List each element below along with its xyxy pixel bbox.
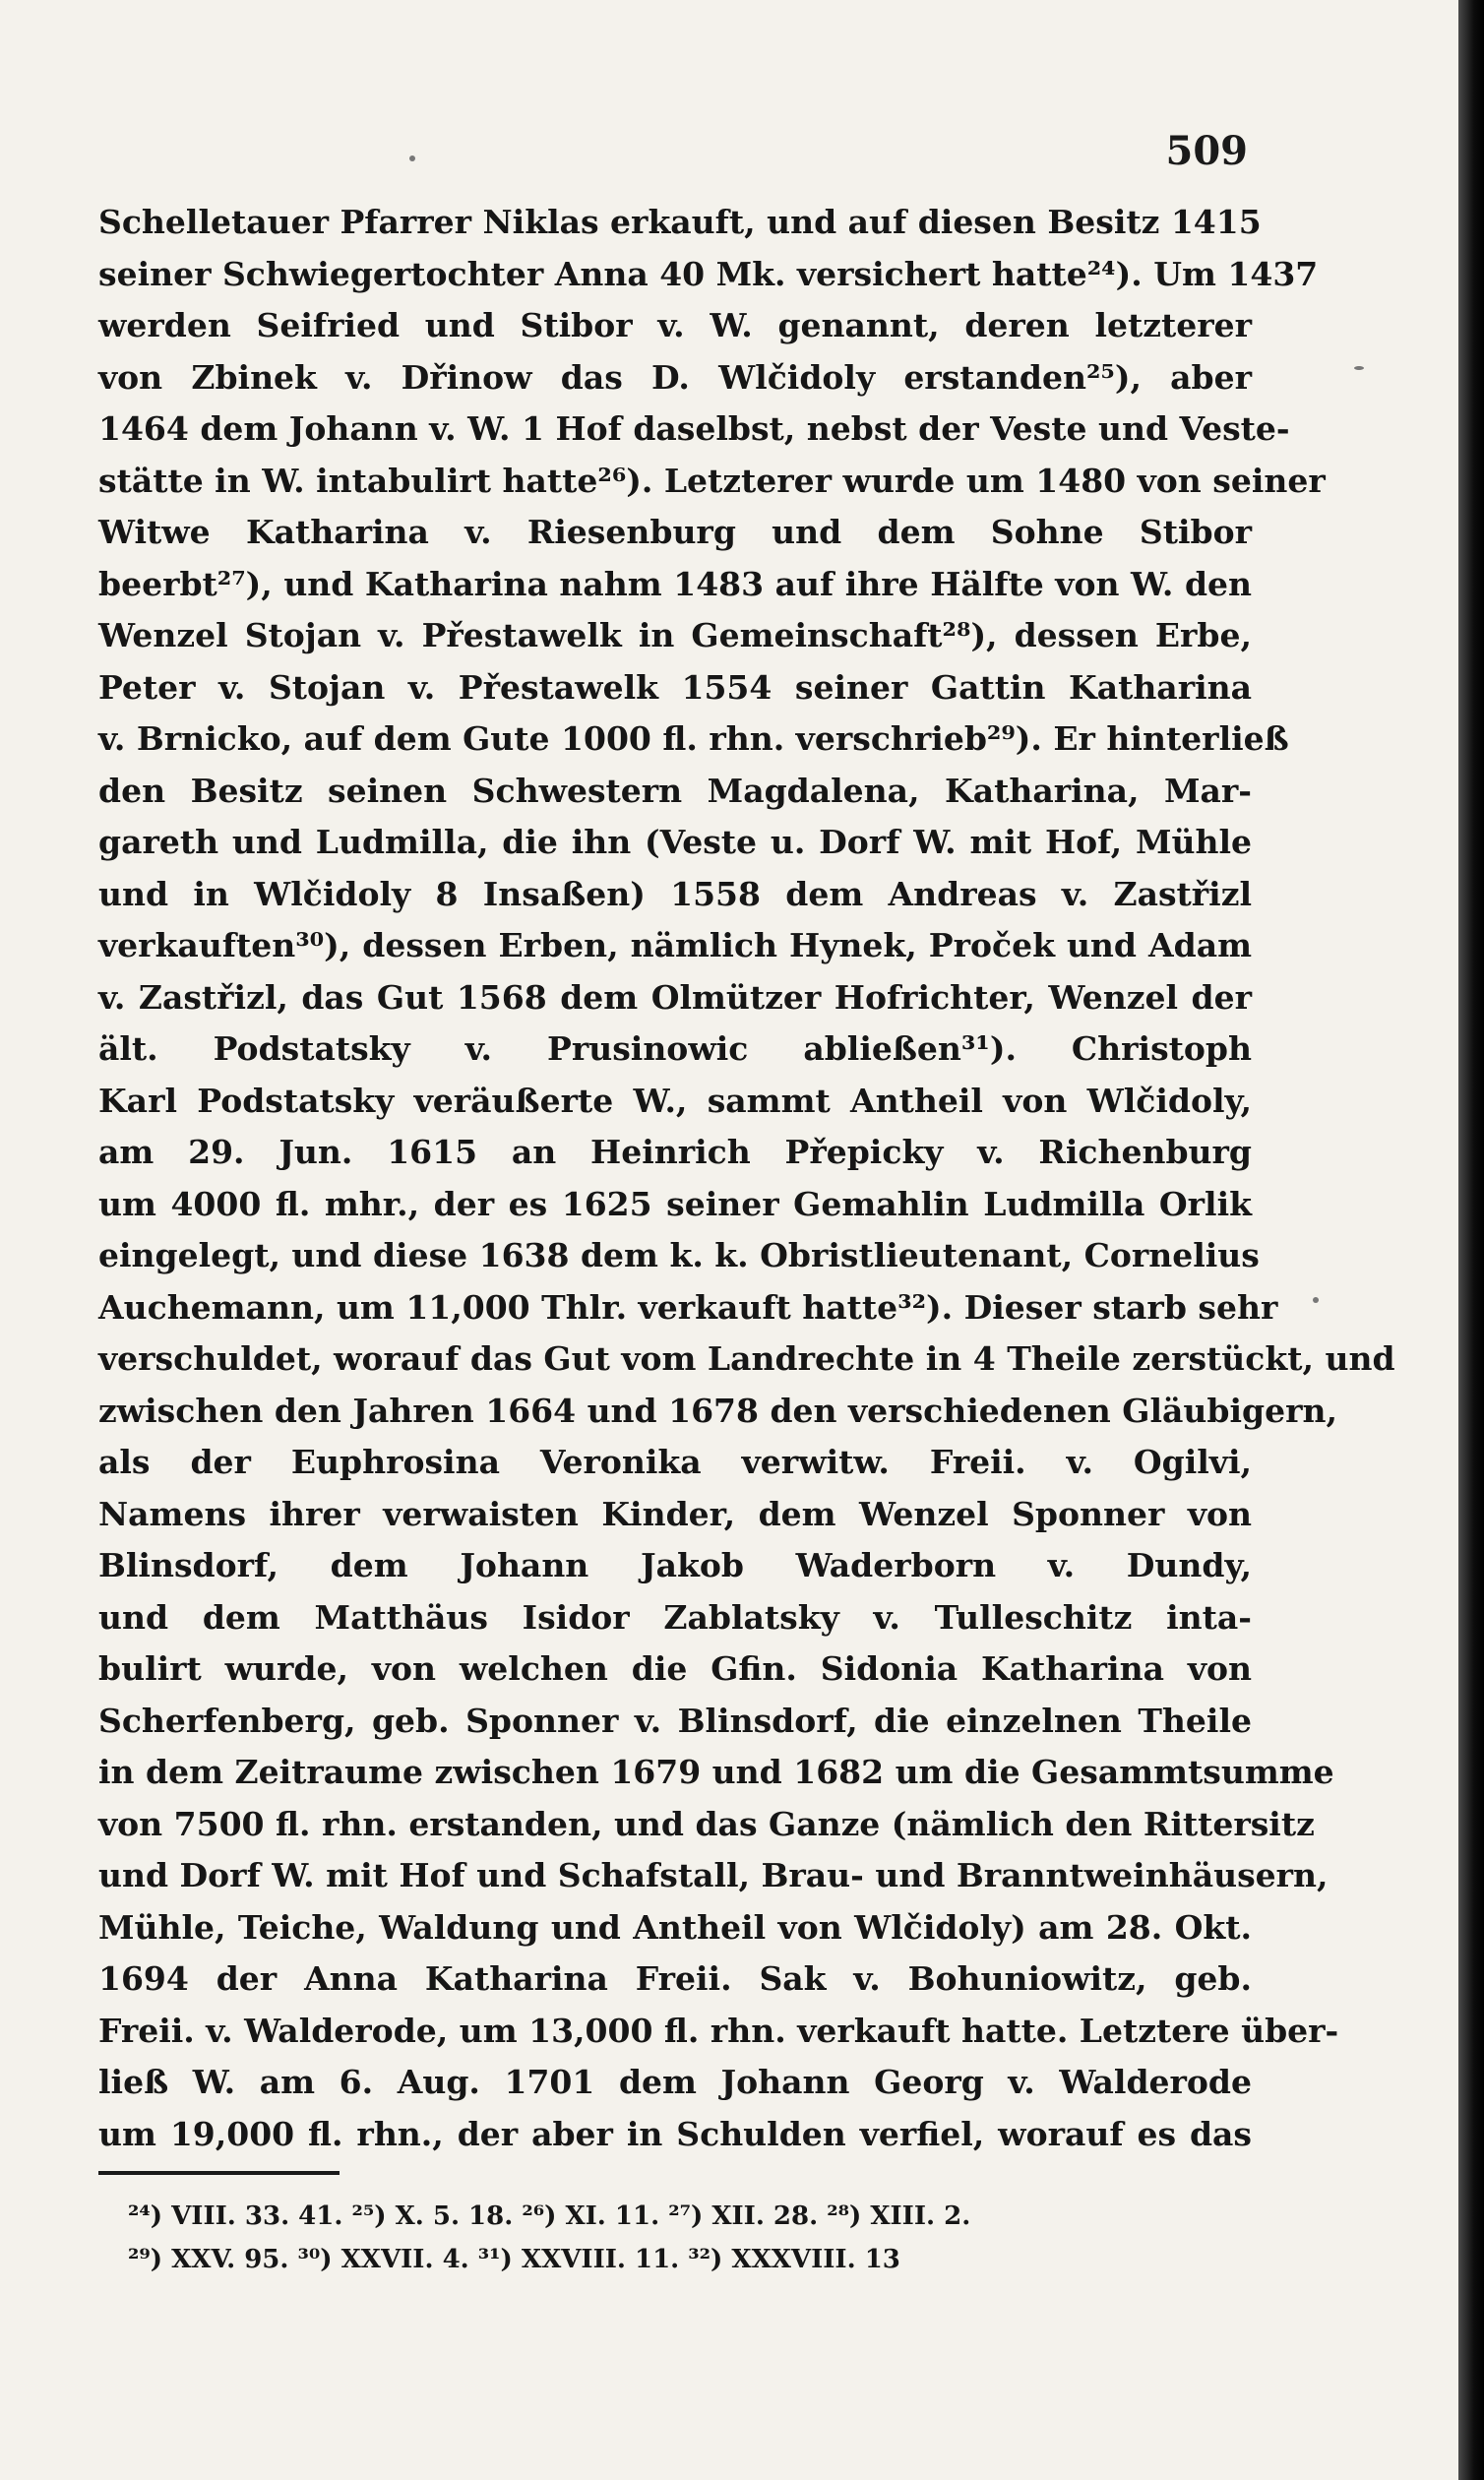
text-line: in dem Zeitraume zwischen 1679 und 1682 um die Gesammtsumme (98, 1753, 1334, 1791)
text-line: seiner Schwiegertochter Anna 40 Mk. versichert hatte²⁴). Um 1437 (98, 254, 1319, 293)
footnote-line: ²⁹) XXV. 95. ³⁰) XXVII. 4. ³¹) XXVIII. 11. ³²) XXXVIII. 13 (128, 2245, 900, 2274)
text-line: und Dorf W. mit Hof und Schafstall, Brau- und Branntweinhäusern, (98, 1856, 1329, 1894)
text-line: gareth und Ludmilla, die ihn (Veste u. Dorf W. mit Hof, Mühle (98, 823, 1252, 861)
print-speck (1354, 366, 1364, 370)
text-line: verkauften³⁰), dessen Erben, nämlich Hynek, Proček und Adam (98, 926, 1252, 964)
text-line: Witwe Katharina v. Riesenburg und dem Sohne Stibor (98, 513, 1252, 551)
text-line: eingelegt, und diese 1638 dem k. k. Obristlieutenant, Cornelius (98, 1236, 1260, 1274)
text-line: ält. Podstatsky v. Prusinowic abließen³¹). Christoph (98, 1029, 1252, 1068)
text-line: zwischen den Jahren 1664 und 1678 den verschiedenen Gläubigern, (98, 1391, 1337, 1430)
page-edge-shadow (1458, 0, 1484, 2480)
text-line: Namens ihrer verwaisten Kinder, dem Wenzel Sponner von (98, 1494, 1252, 1533)
footnotes (128, 2195, 1250, 2281)
text-line: als der Euphrosina Veronika verwitw. Freii. v. Ogilvi, (98, 1443, 1252, 1481)
text-line: Schelletauer Pfarrer Niklas erkauft, und auf diesen Besitz 1415 (98, 203, 1262, 241)
text-line: um 4000 fl. mhr., der es 1625 seiner Gemahlin Ludmilla Orlik (98, 1184, 1252, 1223)
text-line: Freii. v. Walderode, um 13,000 fl. rhn. verkauft hatte. Letztere über- (98, 2011, 1339, 2050)
text-line: und in Wlčidoly 8 Insaßen) 1558 dem Andreas v. Zastřizl (98, 874, 1252, 913)
text-line: 1464 dem Johann v. W. 1 Hof daselbst, nebst der Veste und Veste- (98, 409, 1290, 448)
text-line: Blinsdorf, dem Johann Jakob Waderborn v. Dundy, (98, 1546, 1252, 1584)
text-line: ließ W. am 6. Aug. 1701 dem Johann Georg v. Walderode (98, 2063, 1252, 2101)
text-line: am 29. Jun. 1615 an Heinrich Přepicky v. Richenburg (98, 1133, 1252, 1171)
text-line: Peter v. Stojan v. Přestawelk 1554 seiner Gattin Katharina (98, 667, 1252, 707)
text-line: Auchemann, um 11,000 Thlr. verkauft hatte³²). Dieser starb sehr (98, 1287, 1278, 1327)
print-speck (1313, 1297, 1319, 1303)
text-line: beerbt²⁷), und Katharina nahm 1483 auf ihre Hälfte von W. den (98, 564, 1252, 603)
text-line: Karl Podstatsky veräußerte W., sammt Antheil von Wlčidoly, (98, 1081, 1252, 1120)
text-line: Scherfenberg, geb. Sponner v. Blinsdorf, die einzelnen Theile (98, 1701, 1252, 1740)
text-line: verschuldet, worauf das Gut vom Landrechte in 4 Theile zerstückt, und (98, 1339, 1395, 1378)
text-line: werden Seifried und Stibor v. W. genannt, deren letzterer (98, 306, 1252, 344)
text-line: bulirt wurde, von welchen die Gfin. Sidonia Katharina von (98, 1649, 1252, 1688)
footnote-divider (98, 2171, 340, 2175)
text-line: von Zbinek v. Dřinow das D. Wlčidoly erstanden²⁵), aber (98, 357, 1252, 397)
page-number: 509 (1165, 128, 1248, 174)
text-line: 1694 der Anna Katharina Freii. Sak v. Bohuniowitz, geb. (98, 1959, 1252, 1998)
text-line: um 19,000 fl. rhn., der aber in Schulden verfiel, worauf es das (98, 2114, 1252, 2153)
body-text (98, 197, 1395, 2160)
text-line: und dem Matthäus Isidor Zablatsky v. Tulleschitz inta- (98, 1597, 1252, 1637)
text-line: stätte in W. intabulirt hatte²⁶). Letzterer wurde um 1480 von seiner (98, 461, 1326, 500)
print-speck (409, 155, 415, 161)
footnote-line: ²⁴) VIII. 33. 41. ²⁵) X. 5. 18. ²⁶) XI. 11. ²⁷) XII. 28. ²⁸) XIII. 2. (128, 2201, 971, 2231)
text-line: v. Brnicko, auf dem Gute 1000 fl. rhn. verschrieb²⁹). Er hinterließ (98, 719, 1289, 758)
text-line: Mühle, Teiche, Waldung und Antheil von Wlčidoly) am 28. Okt. (98, 1907, 1252, 1947)
text-line: Wenzel Stojan v. Přestawelk in Gemeinschaft²⁸), dessen Erbe, (98, 616, 1252, 654)
text-line: v. Zastřizl, das Gut 1568 dem Olmützer Hofrichter, Wenzel der (98, 977, 1252, 1017)
text-line: von 7500 fl. rhn. erstanden, und das Ganze (nämlich den Rittersitz (98, 1804, 1315, 1843)
text-line: den Besitz seinen Schwestern Magdalena, Katharina, Mar- (98, 771, 1252, 810)
